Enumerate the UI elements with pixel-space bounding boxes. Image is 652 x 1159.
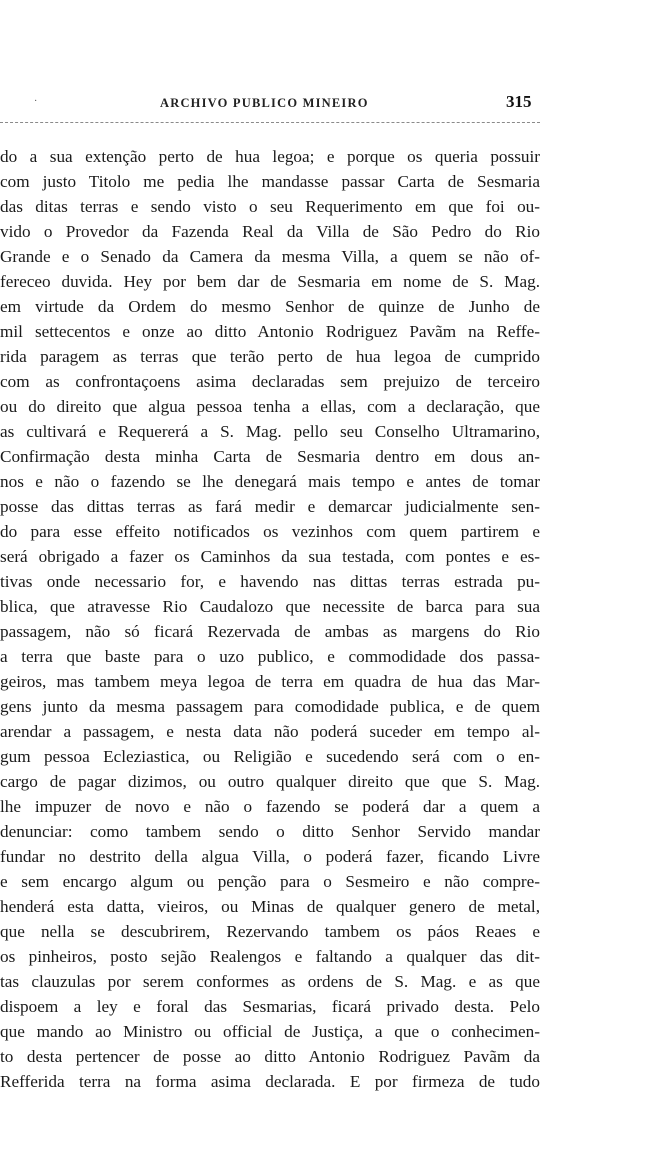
text-line: posse das dittas terras as fará medir e demarcar judicialmente sen-	[0, 497, 540, 516]
header-mark: ·	[34, 96, 38, 107]
text-line: mil settecentos e onze ao ditto Antonio Rodriguez Pavãm na Reffe-	[0, 322, 540, 341]
text-line: henderá esta datta, vieiros, ou Minas de qualquer genero de metal,	[0, 897, 540, 916]
text-line: dispoem a ley e foral das Sesmarias, ficará privado desta. Pelo	[0, 997, 540, 1016]
text-line: Refferida terra na forma asima declarada. E por firmeza de tudo	[0, 1072, 540, 1091]
text-line: será obrigado a fazer os Caminhos da sua testada, com pontes e es-	[0, 547, 540, 566]
text-line: a terra que baste para o uzo publico, e commodidade dos passa-	[0, 647, 540, 666]
text-line: Confirmação desta minha Carta de Sesmaria dentro em dous an-	[0, 447, 540, 466]
text-line: que mando ao Ministro ou official de Justiça, a que o conhecimen-	[0, 1022, 540, 1041]
text-line: em virtude da Ordem do mesmo Senhor de quinze de Junho de	[0, 297, 540, 316]
text-line: do a sua extenção perto de hua legoa; e porque os queria possuir	[0, 147, 540, 166]
text-line: ou do direito que algua pessoa tenha a ellas, com a declaração, que	[0, 397, 540, 416]
text-line: as cultivará e Requererá a S. Mag. pello seu Conselho Ultramarino,	[0, 422, 540, 441]
page-number: 315	[506, 92, 532, 111]
header-rule	[0, 122, 540, 123]
text-line: to desta pertencer de posse ao ditto Antonio Rodriguez Pavãm da	[0, 1047, 540, 1066]
text-line: os pinheiros, posto sejão Realengos e faltando a qualquer das dit-	[0, 947, 540, 966]
text-line: gens junto da mesma passagem para comodidade publica, e de quem	[0, 697, 540, 716]
text-line: tas clauzulas por serem conformes as ordens de S. Mag. e as que	[0, 972, 540, 991]
body-text	[0, 144, 540, 1094]
text-line: blica, que atravesse Rio Caudalozo que necessite de barca para sua	[0, 597, 540, 616]
text-line: denunciar: como tambem sendo o ditto Senhor Servido mandar	[0, 822, 540, 841]
text-line: que nella se descubrirem, Rezervando tambem os páos Reaes e	[0, 922, 540, 941]
text-line: nos e não o fazendo se lhe denegará mais tempo e antes de tomar	[0, 472, 540, 491]
text-line: com justo Titolo me pedia lhe mandasse passar Carta de Sesmaria	[0, 172, 540, 191]
text-line: e sem encargo algum ou penção para o Sesmeiro e não compre-	[0, 872, 540, 891]
text-line: Grande e o Senado da Camera da mesma Villa, a quem se não of-	[0, 247, 540, 266]
text-line: passagem, não só ficará Rezervada de ambas as margens do Rio	[0, 622, 540, 641]
text-line: tivas onde necessario for, e havendo nas dittas terras estrada pu-	[0, 572, 540, 591]
text-line: com as confrontaçoens asima declaradas sem prejuizo de terceiro	[0, 372, 540, 391]
text-line: cargo de pagar dizimos, ou outro qualquer direito que que S. Mag.	[0, 772, 540, 791]
text-line: arendar a passagem, e nesta data não poderá suceder em tempo al-	[0, 722, 540, 741]
text-line: das ditas terras e sendo visto o seu Requerimento em que foi ou-	[0, 197, 540, 216]
text-line: gum pessoa Ecleziastica, ou Religião e sucedendo será com o en-	[0, 747, 540, 766]
running-header	[0, 92, 652, 118]
journal-title: ARCHIVO PUBLICO MINEIRO	[160, 96, 369, 110]
text-line: do para esse effeito notificados os vezinhos com quem partirem e	[0, 522, 540, 541]
text-line: vido o Provedor da Fazenda Real da Villa de São Pedro do Rio	[0, 222, 540, 241]
text-line: rida paragem as terras que terão perto de hua legoa de cumprido	[0, 347, 540, 366]
text-line: geiros, mas tambem meya legoa de terra em quadra de hua das Mar-	[0, 672, 540, 691]
text-line: lhe impuzer de novo e não o fazendo se poderá dar a quem a	[0, 797, 540, 816]
text-line: fereceo duvida. Hey por bem dar de Sesmaria em nome de S. Mag.	[0, 272, 540, 291]
text-line: fundar no destrito della algua Villa, o poderá fazer, ficando Livre	[0, 847, 540, 866]
